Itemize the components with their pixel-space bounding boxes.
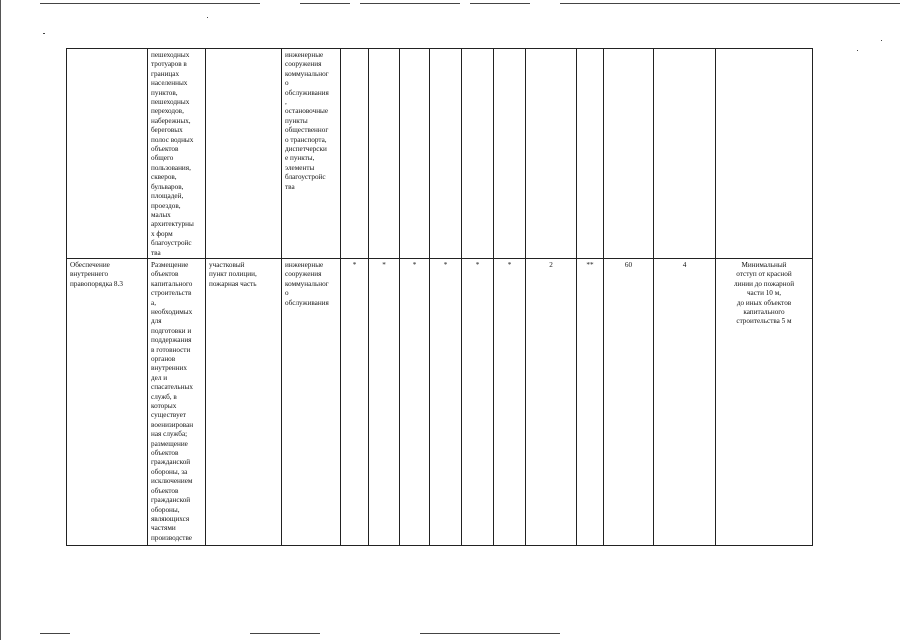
use-type-cell	[67, 258, 148, 545]
cell-line: отступ от красной	[736, 270, 792, 279]
scan-artifact-line	[250, 633, 320, 634]
cell-line: для	[151, 317, 162, 326]
cell-line: скверов,	[151, 173, 177, 182]
cell-line: гражданской	[151, 458, 191, 467]
use-description-cell	[148, 258, 206, 545]
cell-line: тротуаров в	[151, 60, 187, 69]
scan-artifact-line	[360, 3, 460, 4]
scan-artifact-dot	[857, 50, 858, 51]
parameter-cell	[369, 49, 400, 259]
cell-line: обслуживания	[285, 298, 329, 307]
parameter-cell: *	[341, 258, 369, 545]
parameter-cell: *	[369, 258, 400, 545]
cell-line: строительств	[151, 289, 192, 298]
cell-line: обслуживания	[285, 88, 329, 97]
cell-line: участковый	[209, 260, 245, 269]
cell-line: гражданской	[151, 496, 191, 505]
cell-line: необходимых	[151, 307, 193, 316]
cell-line: объектов	[151, 449, 179, 458]
scan-artifact-line	[40, 633, 70, 634]
use-description-cell	[148, 49, 206, 259]
cell-line: общего	[151, 154, 174, 163]
cell-line: е пункты,	[285, 154, 315, 163]
cell-line: подготовки и	[151, 326, 192, 335]
cell-line: обороны,	[151, 505, 180, 514]
cell-line: диспетчерски	[285, 145, 327, 154]
parameter-cell	[341, 49, 369, 259]
cell-line: дел и	[151, 373, 168, 382]
cell-line: элементы	[285, 163, 315, 172]
cell-line: частями	[151, 524, 176, 533]
parameter-cell: *	[462, 258, 494, 545]
cell-line: пункт полиции,	[209, 270, 257, 279]
cell-line: х форм	[151, 229, 173, 238]
cell-line: органов	[151, 355, 176, 363]
cell-line: проездов,	[151, 201, 181, 210]
cell-line: капитального	[743, 307, 785, 316]
cell-line: правопорядка 8.3	[70, 279, 123, 288]
scan-artifact-line	[560, 3, 900, 4]
cell-line: производстве	[151, 533, 192, 542]
parameter-cell: *	[430, 258, 462, 545]
parameter-cell: **	[577, 258, 604, 545]
cell-line: сооружения	[285, 270, 322, 279]
cell-line: которых	[151, 402, 177, 411]
scan-artifact-dot	[43, 33, 45, 34]
parameter-cell	[604, 49, 654, 259]
cell-line: объектов	[151, 486, 179, 495]
parameter-cell	[494, 49, 526, 259]
table-row	[67, 49, 813, 259]
parameter-cell	[400, 49, 430, 259]
cell-line: обороны, за	[151, 467, 188, 476]
parameter-cell	[462, 49, 494, 259]
permitted-use-table	[66, 48, 813, 546]
cell-line: спасательных	[151, 383, 193, 392]
scan-artifact-dot	[881, 40, 882, 41]
cell-line: благоустройс	[285, 173, 326, 182]
cell-line: остановочные	[285, 107, 329, 116]
cell-line: инженерные	[285, 51, 324, 59]
cell-line: набережных,	[151, 116, 191, 125]
cell-line: линии до пожарной	[733, 279, 795, 288]
cell-line: коммунальног	[285, 69, 329, 78]
parameter-cell: *	[494, 258, 526, 545]
parameter-cell	[526, 49, 577, 259]
parameter-cell	[577, 49, 604, 259]
cell-line: пользования,	[151, 163, 191, 172]
cell-line: пункты	[285, 116, 308, 125]
main-use-cell	[206, 258, 282, 545]
cell-line: сооружения	[285, 60, 322, 69]
cell-line: пешеходных	[151, 51, 190, 59]
cell-line: до иных объектов	[736, 298, 792, 307]
cell-line: Размещение	[151, 260, 189, 269]
cell-line: капитального	[151, 279, 193, 288]
parameter-cell: 4	[654, 258, 716, 545]
cell-line: полос водных	[151, 135, 194, 144]
cell-line: размещение	[151, 439, 188, 448]
cell-line: о транспорта,	[285, 135, 327, 144]
cell-line: тва	[151, 248, 161, 257]
auxiliary-use-cell	[282, 258, 341, 545]
note-cell	[716, 258, 813, 545]
parameter-cell: *	[400, 258, 430, 545]
cell-line: пожарная часть	[209, 279, 257, 288]
cell-line: служб, в	[151, 392, 177, 401]
cell-line: населенных	[151, 79, 188, 88]
parameter-cell: 2	[526, 258, 577, 545]
cell-line: о	[285, 289, 289, 298]
cell-line: внутренних	[151, 364, 187, 373]
cell-line: внутреннего	[70, 270, 109, 279]
cell-line: тва	[285, 182, 295, 191]
cell-line: малых	[151, 210, 171, 219]
cell-line: исключением	[151, 477, 193, 486]
cell-line: границах	[151, 69, 180, 78]
cell-line: в готовности	[151, 345, 191, 354]
cell-line: объектов	[151, 270, 179, 279]
scan-artifact-line	[420, 633, 560, 634]
main-use-cell	[206, 49, 282, 259]
cell-line: переходов,	[151, 107, 184, 116]
auxiliary-use-cell	[282, 49, 341, 259]
scan-artifact-line	[0, 0, 1, 640]
scan-artifact-line	[300, 3, 350, 4]
cell-line: о	[285, 79, 289, 88]
cell-line: бульваров,	[151, 182, 184, 191]
parameter-cell	[654, 49, 716, 259]
scan-artifact-dot	[207, 17, 208, 18]
cell-line: а,	[151, 298, 156, 307]
cell-line: коммунальног	[285, 279, 329, 288]
cell-line: существует	[151, 411, 186, 420]
cell-line: архитектурны	[151, 220, 194, 229]
use-type-cell	[67, 49, 148, 259]
cell-line: береговых	[151, 126, 183, 135]
parameter-cell: 60	[604, 258, 654, 545]
cell-line: поддержания	[151, 336, 192, 345]
cell-line: строительства 5 м	[736, 317, 792, 326]
cell-line: общественног	[285, 126, 329, 135]
cell-line: благоустройс	[151, 239, 192, 248]
scan-artifact-line	[40, 3, 260, 4]
cell-line: части 10 м,	[746, 289, 782, 298]
cell-line: Обеспечение	[70, 260, 110, 269]
scan-artifact-line	[470, 3, 530, 4]
cell-line: военизирован	[151, 420, 194, 429]
cell-line: ,	[285, 98, 287, 107]
table-row	[67, 258, 813, 545]
cell-line: Минимальный	[741, 260, 787, 269]
cell-line: пешеходных	[151, 98, 190, 107]
note-cell	[716, 49, 813, 259]
parameter-cell	[430, 49, 462, 259]
cell-line: являющихся	[151, 514, 190, 523]
cell-line: объектов	[151, 145, 179, 154]
cell-line: площадей,	[151, 192, 184, 201]
cell-line: пунктов,	[151, 88, 178, 97]
cell-line: инженерные	[285, 260, 324, 269]
cell-line: ная служба;	[151, 430, 188, 439]
